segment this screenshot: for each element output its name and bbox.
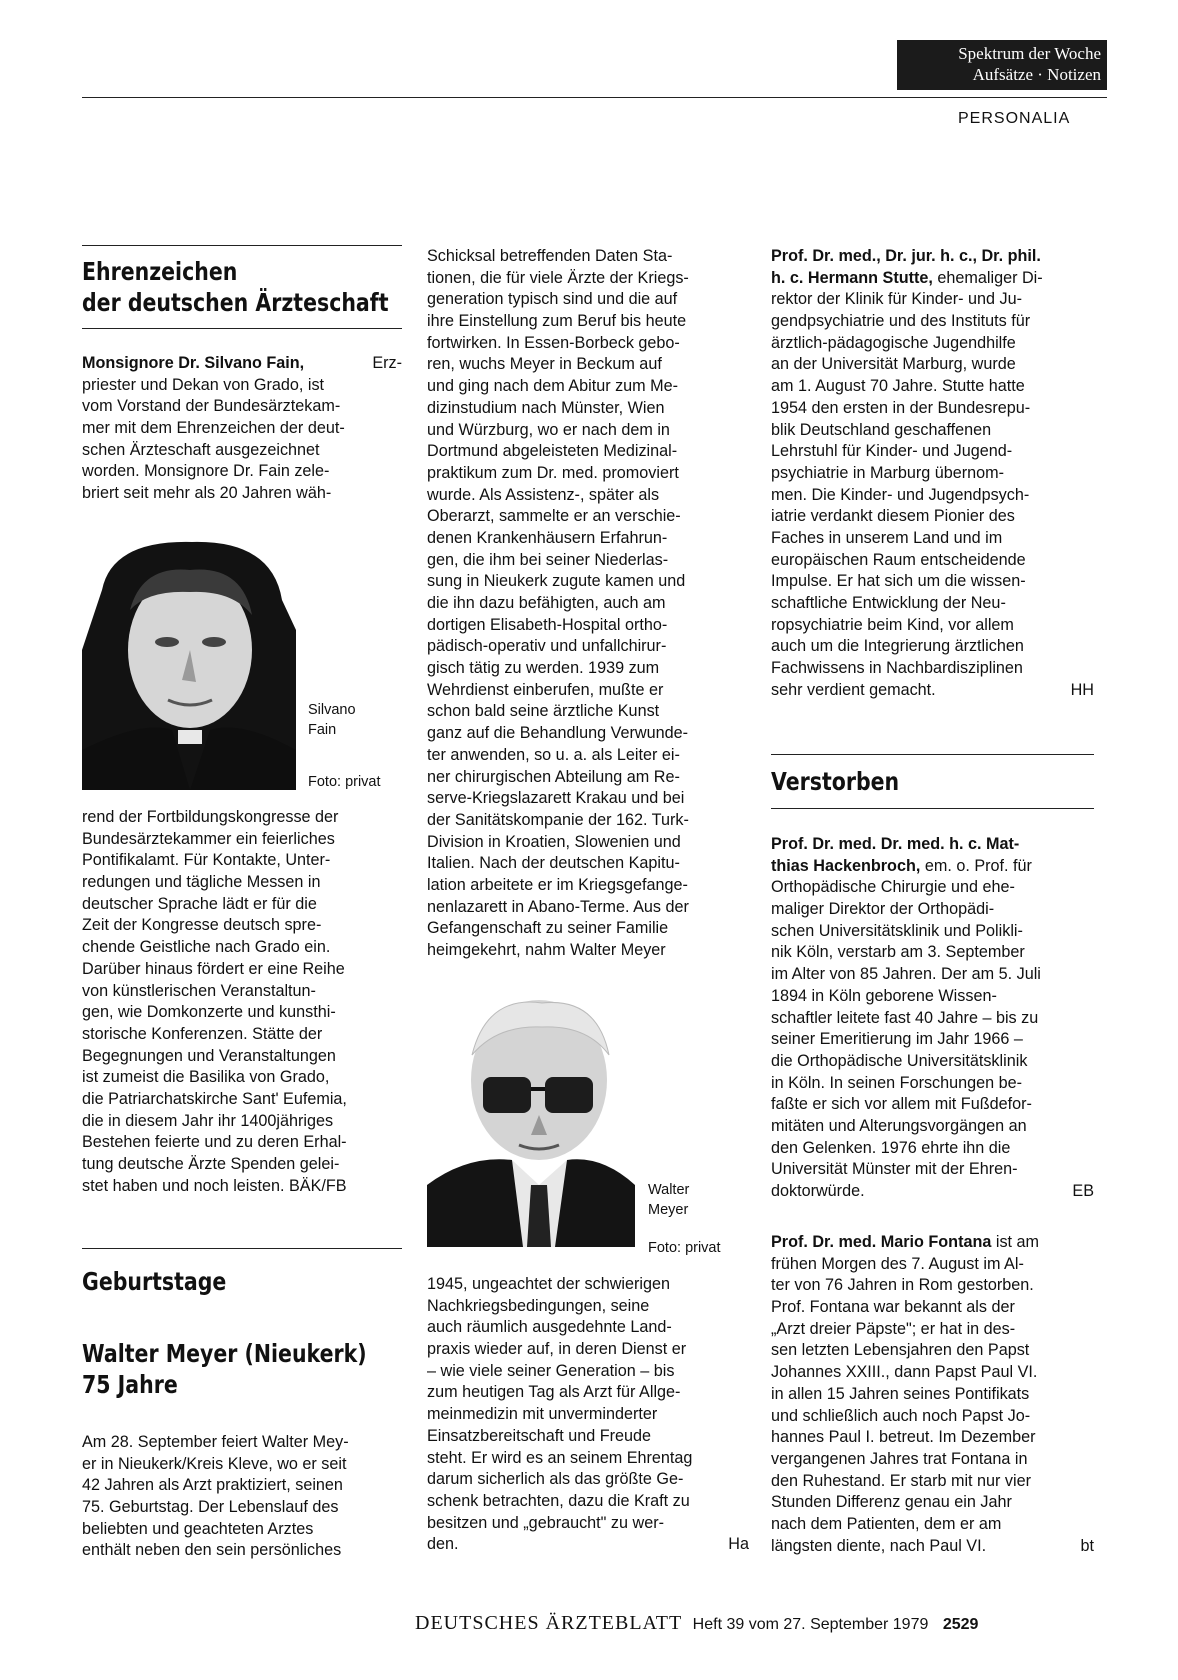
photo-caption-meyer: Walter Meyer	[648, 1182, 690, 1218]
portrait-photo-silvano-fain	[82, 530, 296, 790]
portrait-meyer-svg	[427, 985, 635, 1247]
author-signature-ha: Ha	[728, 1535, 749, 1554]
col1-geburtstage-rule	[82, 1248, 402, 1249]
col3-verstorben-bottom-rule	[771, 808, 1094, 809]
portrait-photo-walter-meyer	[427, 985, 635, 1247]
photo-credit-meyer: Foto: privat	[648, 1240, 721, 1256]
header-rule	[82, 97, 1107, 98]
issue-info: Heft 39 vom 27. September 1979	[692, 1616, 929, 1633]
article-headline-walter-meyer: Walter Meyer (Nieukerk) 75 Jahre	[82, 1339, 367, 1399]
article-text-hackenbroch: Prof. Dr. med. Dr. med. h. c. Mat- thias Hackenbroch, em. o. Prof. für Orthopädische Chirurgie und ehe- maliger Direktor der Orthopädi- schen Universitätsklinik und Polikli- nik Köln, verstarb am 3. September im Alter von 85 Jahren. Der am 5. Juli 1894 in Köln geborene Wissen- schaftler leitete fast 40 Jahre – bis zu seiner Emeritierung im Jahr 1966 – die Orthopädische Universitätsklinik in Köln. In seinen Forschungen be- faßte er sich vor allem mit Fußdefor- mitäten und Alterungsvorgängen an den Gelenken. 1976 ehrte ihn die Universität Münster mit der Ehren- doktorwürde. EB	[771, 834, 1094, 1203]
author-signature-eb: EB	[1072, 1182, 1094, 1200]
article-headline-ehrenzeichen: Ehrenzeichen der deutschen Ärzteschaft	[82, 257, 389, 317]
badge-line-1: Spektrum der Woche	[958, 44, 1101, 63]
page-footer	[415, 1612, 978, 1635]
photo-caption-fain: Silvano Fain	[308, 702, 356, 738]
article-text-meyer-3: 1945, ungeachtet der schwierigen Nachkriegsbedingungen, seine auch räumlich ausgedehnte Land- praxis wieder auf, in deren Dienst er – wie viele seiner Generation – bis zum heutigen Tag als Arzt für Allge- meinmedizin mit unverminderter Einsatzbereitschaft und Freude steht. Er wird es an seinem Ehrentag darum sicherlich als das größte Ge- schenk betrachten, dazu die Kraft zu besitzen und „gebraucht" zu wer- den. Ha	[427, 1274, 749, 1556]
portrait-fain-svg	[82, 530, 296, 790]
article-text-stutte: Prof. Dr. med., Dr. jur. h. c., Dr. phil. h. c. Hermann Stutte, ehemaliger Di- rektor der Klinik für Kinder- und Ju- gendpsychiatrie und des Instituts für ärztlich-pädagogische Jugendhilfe an der Universität Marburg, wurde am 1. August 70 Jahre. Stutte hatte 1954 den ersten in der Bundesrepu- blik Deutschland geschaffenen Lehrstuhl für Kinder- und Jugend- psychiatrie in Marburg übernom- men. Die Kinder- und Jugendpsych- iatrie verdankt diesem Pionier des Faches in unserem Land und im europäischen Raum entscheidende Impulse. Er hat sich um die wissen- schaftliche Entwicklung der Neu- ropsychiatrie beim Kind, vor allem auch um die Integrierung ärztlichen Fachwissens in Nachbardisziplinen sehr verdient gemacht. HH	[771, 246, 1094, 701]
section-headline-geburtstage: Geburtstage	[82, 1267, 227, 1296]
article-text-fain-1: Monsignore Dr. Silvano Fain, Erz- priester und Dekan von Grado, ist vom Vorstand der Bundesärztekam- mer mit dem Ehrenzeichen der deut- schen Ärzteschaft ausgezeichnet worden. Monsignore Dr. Fain zele- briert seit mehr als 20 Jahren wäh-	[82, 354, 402, 503]
col1-headline-rule	[82, 328, 402, 329]
section-label: PERSONALIA	[958, 110, 1071, 127]
section-badge	[897, 40, 1107, 90]
article-text-meyer-2: Schicksal betreffenden Daten Sta- tionen, die für viele Ärzte der Kriegs- generation typisch sind und die auf ihre Einstellung zum Beruf bis heute fortwirken. In Essen-Borbeck gebo- ren, wuchs Meyer in Beckum auf und ging nach dem Abitur zum Me- dizinstudium nach Münster, Wien und Würzburg, wo er nach dem in Dortmund abgeleisteten Medizinal- praktikum zum Dr. med. promoviert wurde. Als Assistenz-, später als Oberarzt, sammelte er an verschie- denen Krankenhäusern Erfahrun- gen, die ihm bei seiner Niederlas- sung in Nieukerk zugute kamen und die ihn dazu befähigten, auch am dortigen Elisabeth-Hospital ortho- pädisch-operativ und unfallchirur- gisch tätig zu werden. 1939 zum Wehrdienst einberufen, mußte er schon bald seine ärztliche Kunst ganz auf die Behandlung Verwunde- ter anwenden, so u. a. als Leiter ei- ner chirurgischen Abteilung am Re- serve-Kriegslazarett Krakau und bei der Sanitätskompanie der 162. Turk- Division in Kroatien, Slowenien und Italien. Nach der deutschen Kapitu- lation arbeitete er im Kriegsgefange- nenlazarett in Abano-Terme. Aus der Gefangenschaft zu seiner Familie heimgekehrt, nahm Walter Meyer	[427, 247, 689, 959]
col1-top-rule	[82, 245, 402, 246]
article-text-fain-2: rend der Fortbildungskongresse der Bundesärztekammer ein feierliches Pontifikalamt. Für Kontakte, Unter- redungen und tägliche Messen in deutscher Sprache lädt er für die Zeit der Kongresse deutsch spre- chende Geistliche nach Grado ein. Darüber hinaus fördert er eine Reihe von künstlerischen Veranstaltun- gen, wie Domkonzerte und kunsthi- storische Konferenzen. Stätte der Begegnungen und Veranstaltungen ist zumeist die Basilika von Grado, die Patriarchatskirche Sant' Eufemia, die in diesem Jahr ihr 1400jähriges Bestehen feierte und zu deren Erhal- tung deutsche Ärzte Spenden gelei- stet haben und noch leisten. BÄK/FB	[82, 808, 347, 1195]
section-headline-verstorben: Verstorben	[771, 767, 900, 796]
col3-verstorben-top-rule	[771, 754, 1094, 755]
page-number: 2529	[942, 1616, 979, 1633]
photo-credit-fain: Foto: privat	[308, 774, 381, 790]
article-text-meyer-1: Am 28. September feiert Walter Mey- er in Nieukerk/Kreis Kleve, wo er seit 42 Jahren als Arzt praktiziert, seinen 75. Geburtstag. Der Lebenslauf des beliebten und geachteten Arztes enthält neben den sein persönliches	[82, 1433, 349, 1560]
author-signature-bt: bt	[1080, 1536, 1094, 1555]
author-signature-hh: HH	[1070, 680, 1094, 699]
badge-line-2: Aufsätze · Notizen	[972, 65, 1101, 84]
magazine-name: DEUTSCHES ÄRZTEBLATT	[415, 1612, 683, 1634]
article-text-fontana: Prof. Dr. med. Mario Fontana ist am frühen Morgen des 7. August im Al- ter von 76 Jahren in Rom gestorben. Prof. Fontana war bekannt als der „Arzt dreier Päpste"; er hat in des- sen letzten Lebensjahren den Papst Johannes XXIII., dann Papst Paul VI. in allen 15 Jahren seines Pontifikats und schließlich auch noch Papst Jo- hannes Paul I. betreut. Im Dezember vergangenen Jahres trat Fontana in den Ruhestand. Er starb mit nur vier Stunden Differenz genau ein Jahr nach dem Patienten, dem er am längsten diente, nach Paul VI. bt	[771, 1232, 1094, 1557]
